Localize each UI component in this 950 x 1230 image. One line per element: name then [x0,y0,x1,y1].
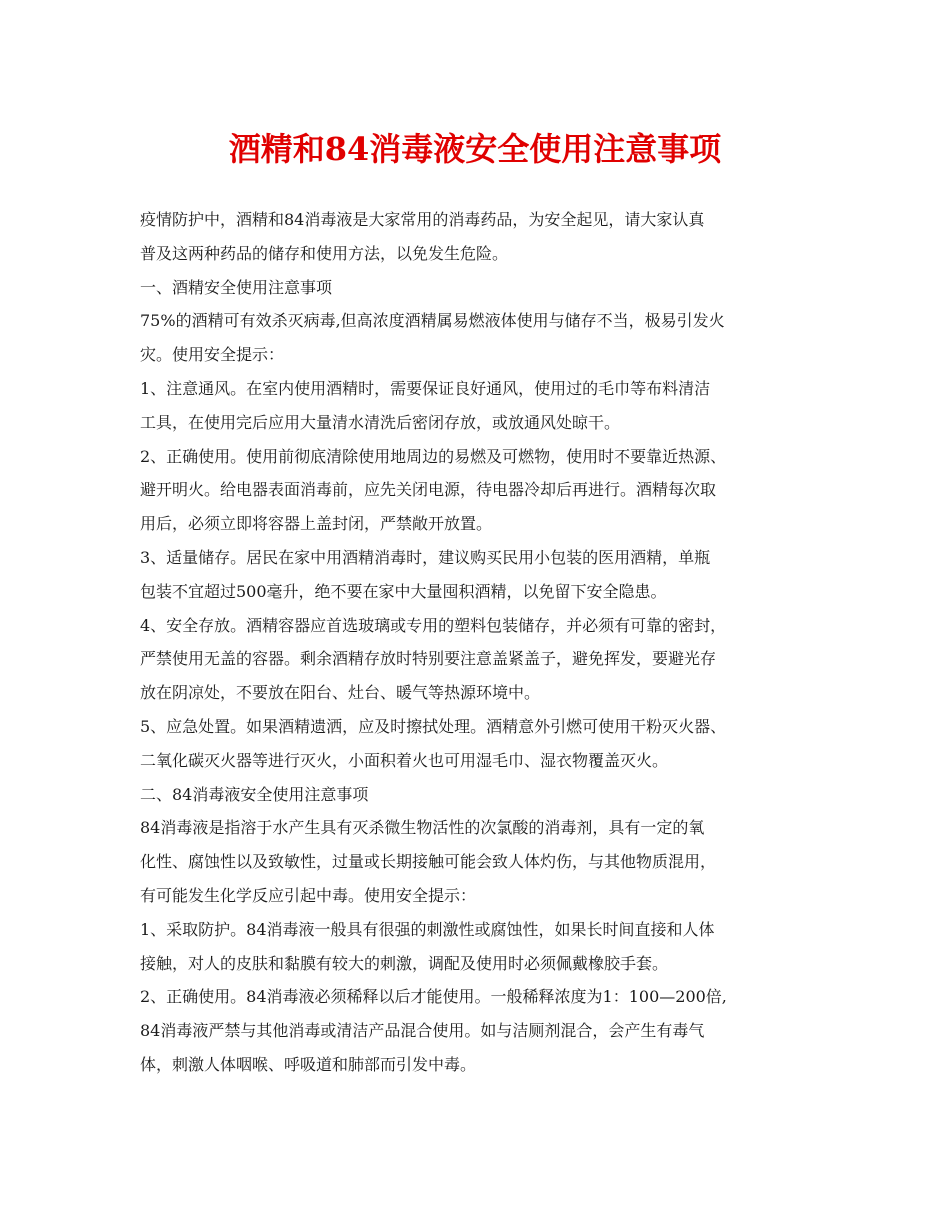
text-line: 接触，对人的皮肤和黏膜有较大的刺激，调配及使用时必须佩戴橡胶手套。 [140,953,669,973]
text-line: 4、安全存放。酒精容器应首选玻璃或专用的塑料包装储存，并必须有可靠的密封， [140,615,727,635]
text-line: 一、酒精安全使用注意事项 [140,277,333,297]
text-line: 二氧化碳灭火器等进行灭火，小面积着火也可用湿毛巾、湿衣物覆盖灭火。 [140,750,669,770]
paragraph [140,372,820,440]
document-title: 酒精和84消毒液安全使用注意事项 [228,130,722,168]
text-line: 包装不宜超过500毫升，绝不要在家中大量囤积酒精，以免留下安全隐患。 [140,581,667,601]
paragraph [140,609,820,710]
text-line: 84消毒液是指溶于水产生具有灭杀微生物活性的次氯酸的消毒剂，具有一定的氧 [140,818,705,838]
text-line: 2、正确使用。使用前彻底清除使用地周边的易燃及可燃物，使用时不要靠近热源、 [140,446,727,466]
text-line: 有可能发生化学反应引起中毒。使用安全提示： [140,885,477,905]
text-line: 1、采取防护。84消毒液一般具有很强的刺激性或腐蚀性，如果长时间直接和人体 [140,919,715,939]
text-line: 疫情防护中，酒精和84消毒液是大家常用的消毒药品，为安全起见，请大家认真 [140,210,705,229]
paragraph [140,980,820,1081]
paragraph [140,913,820,981]
paragraph [140,271,820,305]
text-line: 2、正确使用。84消毒液必须稀释以后才能使用。一般稀释浓度为1：100—200倍, [140,987,727,1007]
text-line: 体，刺激人体咽喉、呼吸道和肺部而引发中毒。 [140,1054,477,1074]
text-line: 75%的酒精可有效杀灭病毒,但高浓度酒精属易燃液体使用与储存不当，极易引发火 [140,311,725,331]
paragraph [140,541,820,609]
paragraph [140,778,820,812]
text-line: 5、应急处置。如果酒精遗洒，应及时擦拭处理。酒精意外引燃可使用干粉灭火器、 [140,716,727,736]
text-line: 二、84消毒液安全使用注意事项 [140,784,369,804]
text-line: 84消毒液严禁与其他消毒或清洁产品混合使用。如与洁厕剂混合，会产生有毒气 [140,1021,705,1041]
paragraph [140,304,820,372]
paragraph [140,203,820,271]
text-line: 避开明火。给电器表面消毒前，应先关闭电源，待电器冷却后再进行。酒精每次取 [140,480,717,500]
paragraph [140,811,820,912]
text-line: 化性、腐蚀性以及致敏性，过量或长期接触可能会致人体灼伤，与其他物质混用， [140,852,717,872]
text-line: 3、适量储存。居民在家中用酒精消毒时，建议购买民用小包装的医用酒精，单瓶 [140,547,711,567]
text-line: 1、注意通风。在室内使用酒精时，需要保证良好通风，使用过的毛巾等布料清洁 [140,378,711,398]
text-line: 严禁使用无盖的容器。剩余酒精存放时特别要注意盖紧盖子，避免挥发，要避光存 [140,649,717,669]
text-line: 工具，在使用完后应用大量清水清洗后密闭存放，或放通风处晾干。 [140,412,621,432]
paragraph [140,440,820,541]
text-line: 灾。使用安全提示： [140,345,285,365]
document-body [140,203,820,1082]
paragraph [140,710,820,778]
text-line: 用后，必须立即将容器上盖封闭，严禁敞开放置。 [140,514,493,534]
text-line: 普及这两种药品的储存和使用方法，以免发生危险。 [140,243,509,263]
text-line: 放在阴凉处，不要放在阳台、灶台、暖气等热源环境中。 [140,683,541,703]
